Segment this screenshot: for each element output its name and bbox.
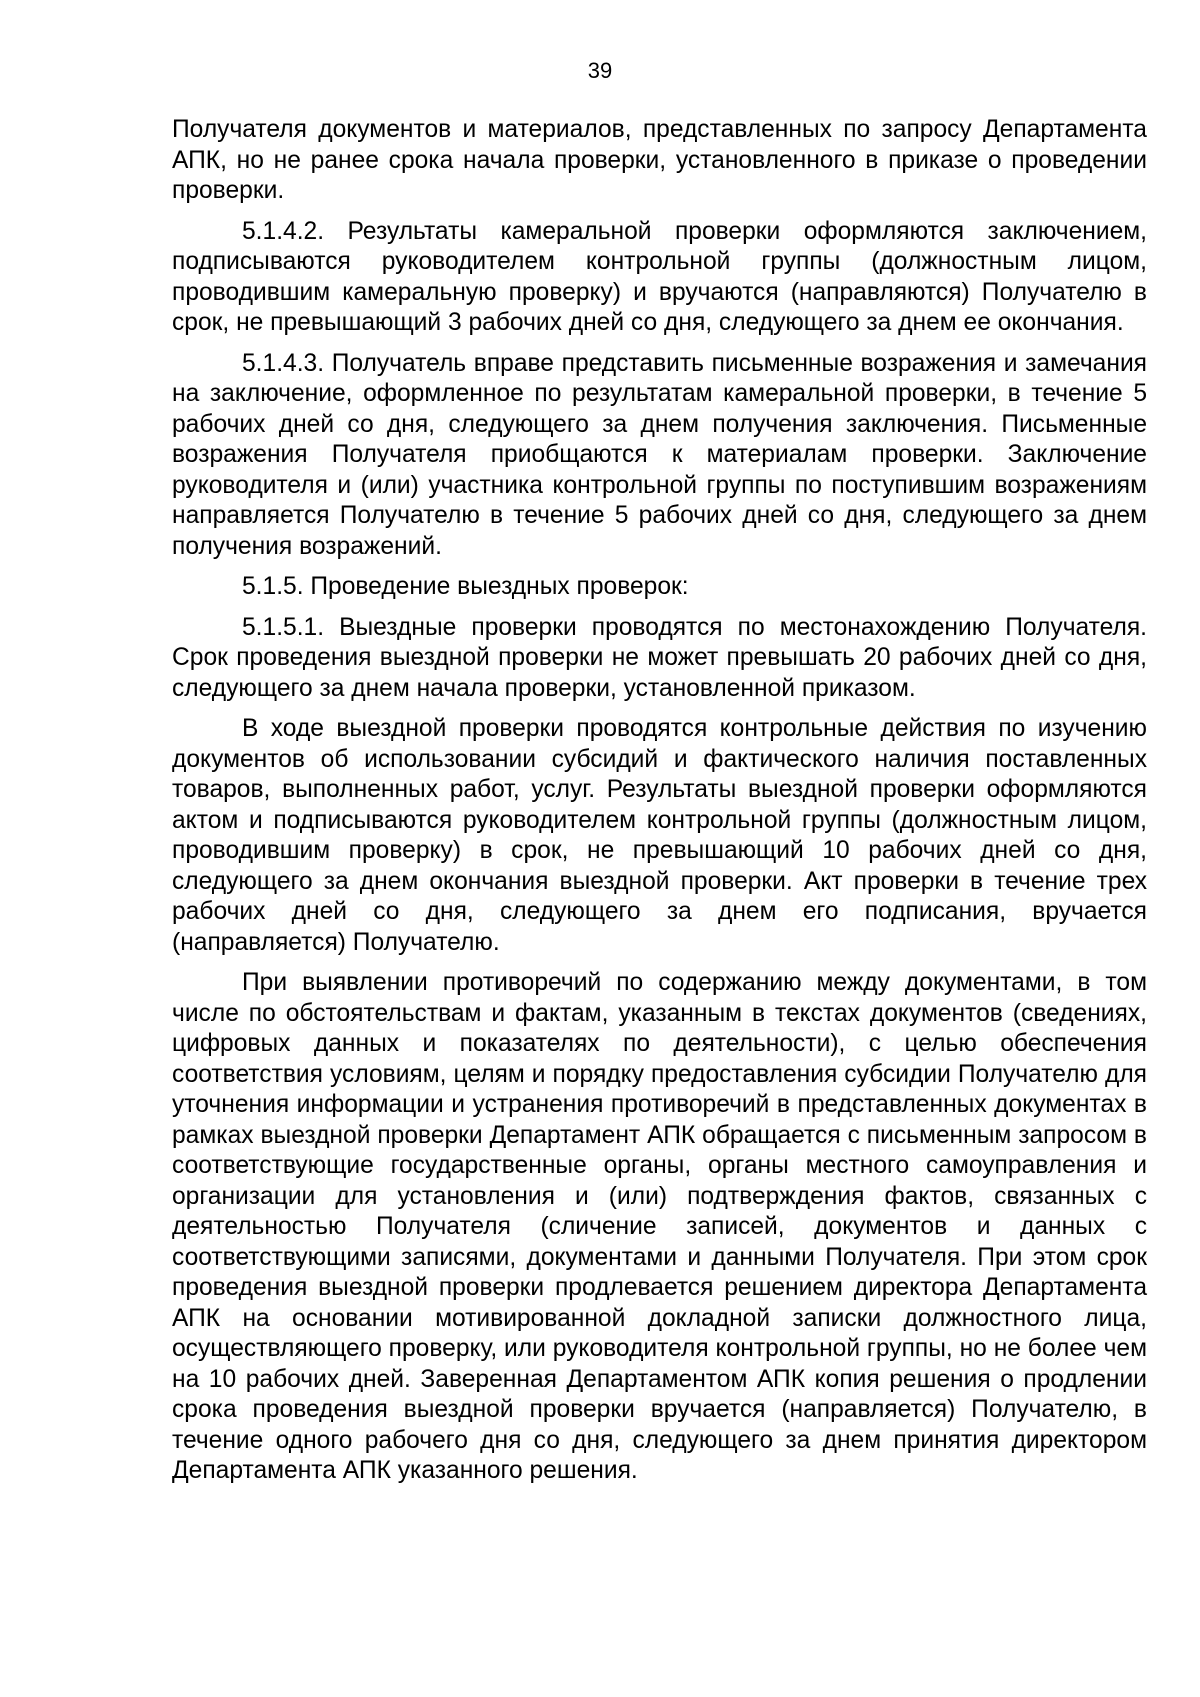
paragraph-5-1-5: 5.1.5. Проведение выездных проверок: [242, 573, 689, 600]
paragraph-5-1-5-1: 5.1.5.1. Выездные проверки проводятся по местонахождению Получателя. Срок проведения выездной проверки не может превышать 20 рабочих дней со дня, следующего за днем начала проверки, установленной приказом. [172, 613, 1147, 702]
paragraph-contradictions: При выявлении противоречий по содержанию между документами, в том числе по обстоятельствам и фактам, указанным в текстах документов (сведениях, цифровых данных и показателях по деятельности), с целью обеспечения соответствия условиям, целям и порядку предоставления субсидии Получателю для уточнения информации и устранения противоречий в представленных документах в рамках выездной проверки Департамент АПК обращается с письменным запросом в соответствующие государственные органы, органы местного самоуправления и организации для установления и (или) подтверждения фактов, связанных с деятельностью Получателя (сличение записей, документов и данных с соответствующими записями, документами и данными Получателя. При этом срок проведения выездной проверки продлевается решением директора Департамента АПК на основании мотивированной докладной записки должностного лица, осуществляющего проверку, или руководителя контрольной группы, но не более чем на 10 рабочих дней. Заверенная Департаментом АПК копия решения о продлении срока проведения выездной проверки вручается (направляется) Получателю, в течение одного рабочего дня со дня, следующего за днем принятия директором Департамента АПК указанного решения. [172, 969, 1147, 1484]
paragraph-field-check-actions: В ходе выездной проверки проводятся контрольные действия по изучению документов об использовании субсидий и фактического наличия поставленных товаров, выполненных работ, услуг. Результаты выездной проверки оформляются актом и подписываются руководителем контрольной группы (должностным лицом, проводившим проверку) в срок, не превышающий 10 рабочих дней со дня, следующего за днем окончания выездной проверки. Акт проверки в течение трех рабочих дней со дня, следующего за днем его подписания, вручается (направляется) Получателю. [172, 715, 1147, 956]
page-number: 39 [587, 58, 613, 83]
document-body [172, 115, 1147, 1497]
paragraph-5-1-4-2: 5.1.4.2. Результаты камеральной проверки оформляются заключением, подписываются руководителем контрольной группы (должностным лицом, проводившим камеральную проверку) и вручаются (направляются) Получателю в срок, не превышающий 3 рабочих дней со дня, следующего за днем ее окончания. [172, 217, 1147, 336]
paragraph-continuation: Получателя документов и материалов, представленных по запросу Департамента АПК, но не ранее срока начала проверки, установленного в приказе о проведении проверки. [172, 116, 1147, 204]
paragraph-5-1-4-3: 5.1.4.3. Получатель вправе представить письменные возражения и замечания на заключение, оформленное по результатам камеральной проверки, в течение 5 рабочих дней со дня, следующего за днем получения заключения. Письменные возражения Получателя приобщаются к материалам проверки. Заключение руководителя и (или) участника контрольной группы по поступившим возражениям направляется Получателю в течение 5 рабочих дней со дня, следующего за днем получения возражений. [172, 349, 1147, 560]
